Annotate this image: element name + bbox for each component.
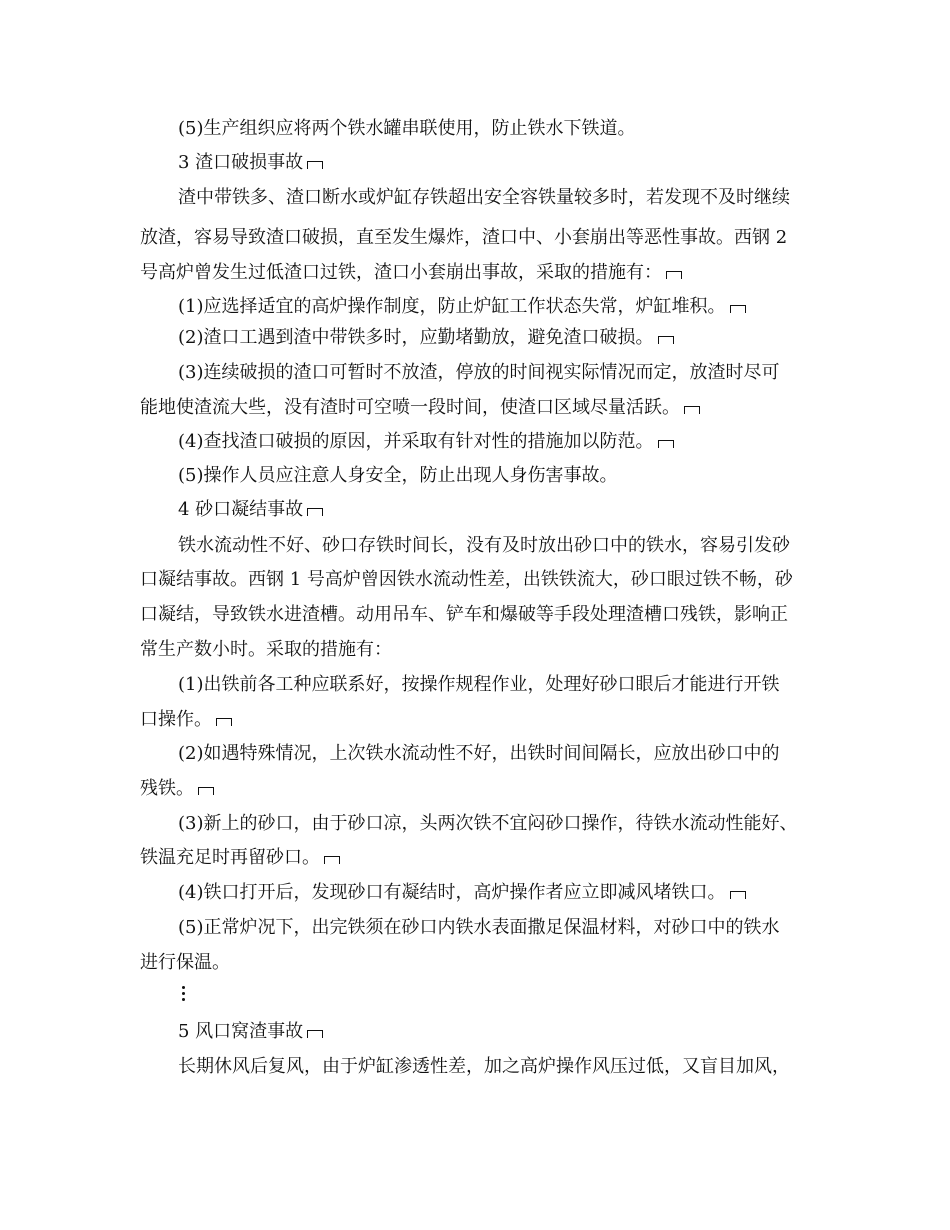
text-line: 口操作。: [140, 709, 232, 731]
paragraph-mark-icon: [658, 336, 674, 344]
paragraph-mark-icon: [216, 718, 232, 726]
text-line: (4)铁口打开后，发现砂口有凝结时，高炉操作者应立即减风堵铁口。: [178, 882, 746, 904]
text-line: 常生产数小时。采取的措施有：: [140, 639, 392, 660]
paragraph-mark-icon: [684, 406, 700, 414]
paragraph-mark-icon: [658, 440, 674, 448]
text-line: (2)渣口工遇到渣中带铁多时，应勤堵勤放，避免渣口破损。: [178, 327, 674, 349]
text-line: (5)操作人员应注意人身安全，防止出现人身伤害事故。: [178, 465, 618, 486]
text-line: (4)查找渣口破损的原因，并采取有针对性的措施加以防范。: [178, 431, 674, 453]
paragraph-mark-icon: [666, 271, 682, 279]
text-line: (1)应选择适宜的高炉操作制度，防止炉缸工作状态失常，炉缸堆积。: [178, 296, 746, 318]
text-line: 铁水流动性不好、砂口存铁时间长，没有及时放出砂口中的铁水，容易引发砂: [178, 535, 790, 556]
text-line: (1)出铁前各工种应联系好，按操作规程作业，处理好砂口眼后才能进行开铁: [178, 674, 780, 695]
text-line: (5)生产组织应将两个铁水罐串联使用，防止铁水下铁道。: [178, 118, 636, 139]
text-line: (5)正常炉况下，出完铁须在砂口内铁水表面撒足保温材料，对砂口中的铁水: [178, 917, 780, 938]
section-heading: 3 渣口破损事故: [178, 152, 323, 174]
section-heading: 5 风口窝渣事故: [178, 1021, 323, 1043]
text-line: 进行保温。: [140, 952, 230, 973]
text-line: 能地使渣流大些，没有渣时可空喷一段时间，使渣口区域尽量活跃。: [140, 397, 700, 419]
text-line: (3)连续破损的渣口可暂时不放渣，停放的时间视实际情况而定，放渣时尽可: [178, 362, 780, 383]
text-line: 口凝结，导致铁水进渣槽。动用吊车、铲车和爆破等手段处理渣槽口残铁，影响正: [140, 604, 788, 625]
text-line: 放渣，容易导致渣口破损，直至发生爆炸，渣口中、小套崩出等恶性事故。西钢 2: [140, 227, 788, 248]
text-line: 铁温充足时再留砂口。: [140, 847, 340, 869]
paragraph-mark-icon: [730, 891, 746, 899]
text-line: 残铁。: [140, 778, 214, 800]
text-line: (3)新上的砂口，由于砂口凉，头两次铁不宜闷砂口操作，待铁水流动性能好、: [178, 813, 798, 834]
text-line: 号高炉曾发生过低渣口过铁，渣口小套崩出事故，采取的措施有：: [140, 262, 682, 284]
paragraph-mark-icon: [307, 161, 323, 169]
text-line: (2)如遇特殊情况，上次铁水流动性不好，出铁时间间隔长，应放出砂口中的: [178, 743, 780, 764]
text-line: 长期休风后复风，由于炉缸渗透性差，加之高炉操作风压过低，又盲目加风，: [178, 1056, 790, 1077]
paragraph-mark-icon: [730, 305, 746, 313]
paragraph-mark-icon: [198, 787, 214, 795]
paragraph-mark-icon: [307, 508, 323, 516]
section-heading: 4 砂口凝结事故: [178, 499, 323, 521]
paragraph-mark-icon: [324, 856, 340, 864]
paragraph-mark-icon: [307, 1030, 323, 1038]
text-line: 渣中带铁多、渣口断水或炉缸存铁超出安全容铁量较多时，若发现不及时继续: [178, 187, 790, 208]
text-line: 口凝结事故。西钢 1 号高炉曾因铁水流动性差，出铁铁流大，砂口眼过铁不畅，砂: [140, 569, 793, 590]
vertical-ellipsis-icon: [182, 986, 186, 1004]
